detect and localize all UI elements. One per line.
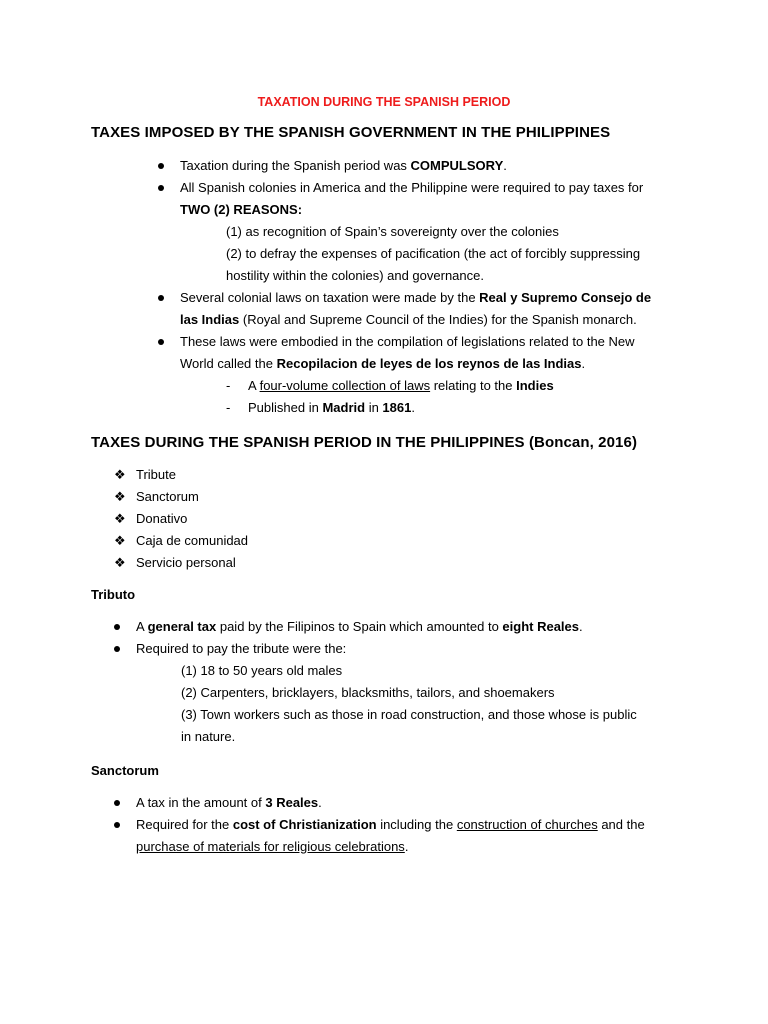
bullet-icon <box>158 295 164 301</box>
bullet-icon <box>158 185 164 191</box>
tributo-item-3-line2: in nature. <box>181 729 236 744</box>
bullet-colonial-laws-line2: las Indias (Royal and Supreme Council of the Indies) for the Spanish monarch. <box>180 312 637 327</box>
tributo-item-3-line1: (3) Town workers such as those in road construction, and those whose is public <box>181 707 637 722</box>
bullet-icon <box>114 822 120 828</box>
sub-four-volume: A four-volume collection of laws relating to the Indies <box>248 378 554 393</box>
document-title: TAXATION DURING THE SPANISH PERIOD <box>257 95 511 109</box>
subheading-sanctorum: Sanctorum <box>91 763 159 778</box>
diamond-bullet-icon: ❖ <box>114 467 126 482</box>
bullet-colonial-laws-line1: Several colonial laws on taxation were made by the Real y Supremo Consejo de <box>180 290 652 305</box>
tributo-item-2: (2) Carpenters, bricklayers, blacksmiths, tailors, and shoemakers <box>181 685 555 700</box>
tributo-general-tax: A general tax paid by the Filipinos to Spain which amounted to eight Reales. <box>136 619 583 634</box>
bullet-colonies-line2: TWO (2) REASONS: <box>180 202 303 217</box>
diamond-bullet-icon: ❖ <box>114 489 126 504</box>
bullet-embodied-line2: World called the Recopilacion de leyes de los reynos de las Indias. <box>180 356 586 371</box>
reason-2-line2: hostility within the colonies) and governance. <box>226 268 484 283</box>
bullet-icon <box>158 339 164 345</box>
dash-icon: - <box>226 400 231 415</box>
bullet-icon <box>114 646 120 652</box>
sanctorum-required-line1: Required for the cost of Christianization including the construction of churches and the <box>136 817 645 832</box>
bullet-colonies-line1: All Spanish colonies in America and the Philippine were required to pay taxes for <box>180 180 644 195</box>
diamond-bullet-icon: ❖ <box>114 533 126 548</box>
subheading-tributo: Tributo <box>91 587 136 602</box>
reason-2-line1: (2) to defray the expenses of pacification (the act of forcibly suppressing <box>226 246 641 261</box>
diamond-bullet-icon: ❖ <box>114 511 126 526</box>
diamond-bullet-icon: ❖ <box>114 555 126 570</box>
sub-published: Published in Madrid in 1861. <box>248 400 415 415</box>
tributo-item-1: (1) 18 to 50 years old males <box>181 663 343 678</box>
sanctorum-amount: A tax in the amount of 3 Reales. <box>136 795 322 810</box>
bullet-compulsory: Taxation during the Spanish period was COMPULSORY. <box>180 158 507 173</box>
bullet-icon <box>114 800 120 806</box>
bullet-icon <box>158 163 164 169</box>
tax-item-caja: Caja de comunidad <box>136 533 249 548</box>
tax-item-tribute: Tribute <box>136 467 176 482</box>
sanctorum-required-line2: purchase of materials for religious celebrations. <box>136 839 409 854</box>
section-heading-taxes-imposed: TAXES IMPOSED BY THE SPANISH GOVERNMENT IN THE PHILIPPINES <box>91 124 611 141</box>
bullet-embodied-line1: These laws were embodied in the compilation of legislations related to the New <box>180 334 635 349</box>
dash-icon: - <box>226 378 231 393</box>
reason-1: (1) as recognition of Spain’s sovereignty over the colonies <box>226 224 559 239</box>
section-heading-taxes-during: TAXES DURING THE SPANISH PERIOD IN THE PHILIPPINES (Boncan, 2016) <box>91 434 638 451</box>
tax-item-sanctorum: Sanctorum <box>136 489 199 504</box>
bullet-icon <box>114 624 120 630</box>
tax-item-donativo: Donativo <box>136 511 188 526</box>
tributo-required: Required to pay the tribute were the: <box>136 641 347 656</box>
tax-item-servicio: Servicio personal <box>136 555 236 570</box>
